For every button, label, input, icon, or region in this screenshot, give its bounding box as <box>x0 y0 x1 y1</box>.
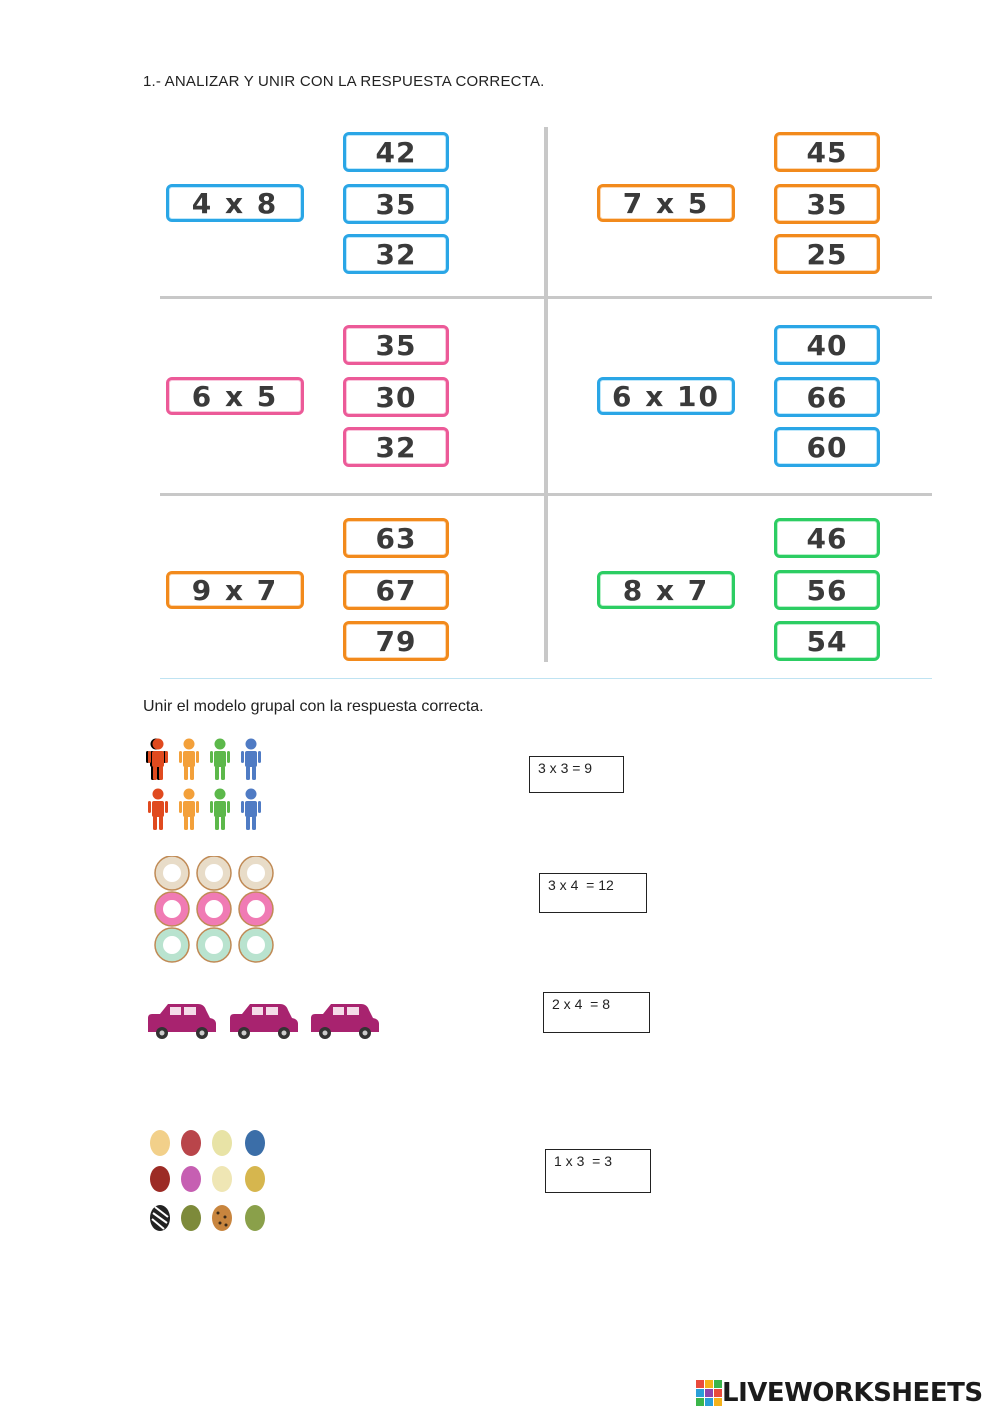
answer-option[interactable]: 35 <box>774 184 880 224</box>
vertical-divider <box>544 127 548 662</box>
answer-option[interactable]: 25 <box>774 234 880 274</box>
answer-option[interactable]: 79 <box>343 621 449 661</box>
eggs-icon <box>148 1127 272 1237</box>
people-icon <box>146 738 276 834</box>
section-divider <box>160 678 932 679</box>
answer-option[interactable]: 46 <box>774 518 880 558</box>
answer-box[interactable]: 3 x 3 = 9 <box>529 756 624 793</box>
exercise-2-heading: Unir el modelo grupal con la respuesta correcta. <box>143 698 484 715</box>
answer-box[interactable]: 1 x 3 = 3 <box>545 1149 651 1193</box>
donuts-icon <box>150 856 280 966</box>
logo-icon <box>696 1380 722 1406</box>
answer-option[interactable]: 35 <box>343 184 449 224</box>
answer-option[interactable]: 32 <box>343 234 449 274</box>
liveworksheets-logo <box>696 1378 983 1408</box>
answer-option[interactable]: 32 <box>343 427 449 467</box>
question-box: 6 x 5 <box>166 377 304 415</box>
answer-option[interactable]: 35 <box>343 325 449 365</box>
horizontal-divider-2 <box>160 493 932 496</box>
question-box: 7 x 5 <box>597 184 735 222</box>
answer-option[interactable]: 56 <box>774 570 880 610</box>
answer-box[interactable]: 3 x 4 = 12 <box>539 873 647 913</box>
question-box: 6 x 10 <box>597 377 735 415</box>
answer-box[interactable]: 2 x 4 = 8 <box>543 992 650 1033</box>
horizontal-divider-1 <box>160 296 932 299</box>
question-box: 9 x 7 <box>166 571 304 609</box>
cars-icon <box>146 1000 382 1044</box>
answer-option[interactable]: 66 <box>774 377 880 417</box>
answer-option[interactable]: 54 <box>774 621 880 661</box>
answer-option[interactable]: 42 <box>343 132 449 172</box>
answer-option[interactable]: 67 <box>343 570 449 610</box>
question-box: 8 x 7 <box>597 571 735 609</box>
question-box: 4 x 8 <box>166 184 304 222</box>
answer-option[interactable]: 45 <box>774 132 880 172</box>
answer-option[interactable]: 63 <box>343 518 449 558</box>
exercise-1-heading: 1.- ANALIZAR Y UNIR CON LA RESPUESTA CORRECTA. <box>143 73 545 90</box>
brand-name: LIVEWORKSHEETS <box>722 1378 983 1408</box>
answer-option[interactable]: 30 <box>343 377 449 417</box>
answer-option[interactable]: 40 <box>774 325 880 365</box>
answer-option[interactable]: 60 <box>774 427 880 467</box>
